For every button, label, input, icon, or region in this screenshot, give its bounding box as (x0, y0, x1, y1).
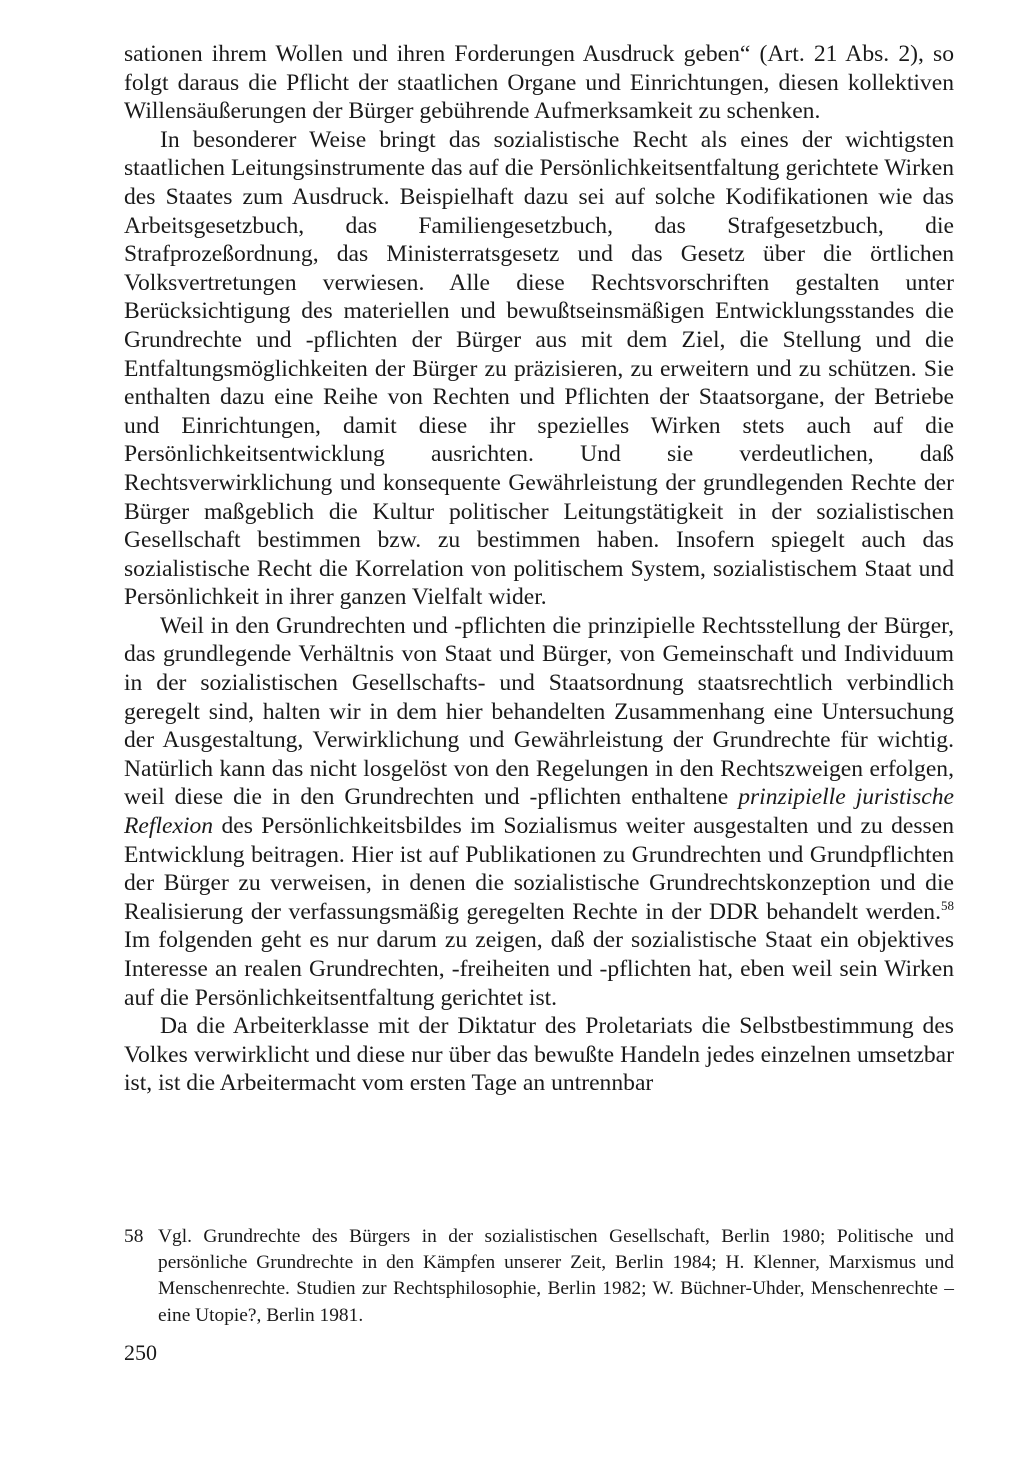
paragraph-text-segment: Im folgenden geht es nur darum zu zeigen, daß der sozialistische Staat ein objektives Interesse an realen Grundrechten, -freiheiten und -pflichten hat, eben weil sein Wirken auf die Persönlichkeitsentfaltung gerichtet ist. (124, 927, 954, 1011)
paragraph-text-segment: des Persönlichkeitsbildes im Sozialismus weiter ausgestalten und zu dessen Entwicklung beitragen. Hier ist auf Publikationen zu Grundrechten und Grundpflichten der Bürger zu verweisen, in denen die sozialistische Grundrechtskonzeption und die Realisierung der verfassungsmäßig geregelten Rechte in der DDR behandelt werden. (124, 813, 954, 925)
paragraph-socialist-law: In besonderer Weise bringt das sozialistische Recht als eines der wichtigsten staatlichen Leitungsinstrumente das auf die Persönlichkeitsentfaltung gerichtete Wirken des Staates zum Ausdruck. Beispielhaft dazu sei auf solche Kodifikationen wie das Arbeitsgesetzbuch, das Familiengesetzbuch, das Strafgesetzbuch, die Strafprozeßordnung, das Ministerratsgesetz und das Gesetz über die örtlichen Volksvertretungen verwiesen. Alle diese Rechtsvorschriften gestalten unter Berücksichtigung des materiellen und bewußtseinsmäßigen Entwicklungsstandes die Grundrechte und -pflichten der Bürger aus mit dem Ziel, die Stellung und die Entfaltungsmöglichkeiten der Bürger zu präzisieren, zu erweitern und zu schützen. Sie enthalten dazu eine Reihe von Rechten und Pflichten der Staatsorgane, der Betriebe und Einrichtungen, damit diese ihr spezielles Wirken stets auch auf die Persönlichkeitsentwicklung ausrichten. Und sie verdeutlichen, daß Rechtsverwirklichung und konsequente Gewährleistung der grundlegenden Rechte der Bürger maßgeblich die Kultur politischer Leitungstätigkeit in der sozialistischen Gesellschaft bestimmen bzw. zu bestimmen haben. Insofern spiegelt auch das sozialistische Recht die Korrelation von politischem System, sozialistischem Staat und Persönlichkeit in ihrer ganzen Vielfalt wider. (124, 126, 954, 611)
body-text (124, 40, 954, 1098)
emphasis-text: prinzipielle juristische Reflexion (124, 784, 954, 840)
footnote-reference[interactable]: 58 (941, 897, 954, 913)
footnote-number: 58 (124, 1226, 144, 1247)
paragraph-fundamental-rights (124, 612, 954, 1012)
footnotes-section (124, 1224, 954, 1329)
paragraph-continued: sationen ihrem Wollen und ihren Forderungen Ausdruck geben“ (Art. 21 Abs. 2), so folgt daraus die Pflicht der staatlichen Organe und Einrichtungen, diesen kollektiven Willensäußerungen der Bürger gebührende Aufmerksamkeit zu schenken. (124, 41, 954, 125)
paragraph-text-segment: Weil in den Grundrechten und -pflichten die prinzipielle Rechtsstellung der Bürger, das grundlegende Verhältnis von Staat und Bürger, von Gemeinschaft und Individuum in der sozialistischen Gesellschafts- und Staatsordnung staatsrechtlich verbindlich geregelt sind, halten wir in dem hier behandelten Zusammenhang eine Untersuchung der Ausgestaltung, Verwirklichung und Gewährleistung der Grundrechte für wichtig. Natürlich kann das nicht losgelöst von den Regelungen in den Rechtszweigen erfolgen, weil diese die in den Grundrechten und -pflichten enthaltene (124, 612, 954, 811)
page-number: 250 (124, 1340, 157, 1365)
paragraph-working-class: Da die Arbeiterklasse mit der Diktatur des Proletariats die Selbstbestimmung des Volkes verwirklicht und diese nur über das bewußte Handeln jedes einzelnen umsetzbar ist, ist die Arbeitermacht vom ersten Tage an untrennbar (124, 1013, 954, 1097)
footnote-text: Vgl. Grundrechte des Bürgers in der sozialistischen Gesellschaft, Berlin 1980; Politische und persönliche Grundrechte in den Kämpfen unserer Zeit, Berlin 1984; H. Klenner, Marxismus und Menschenrechte. Studien zur Rechtsphilosophie, Berlin 1982; W. Büchner-Uhder, Menschenrechte – eine Utopie?, Berlin 1981. (158, 1226, 954, 1326)
footnote (124, 1224, 954, 1329)
